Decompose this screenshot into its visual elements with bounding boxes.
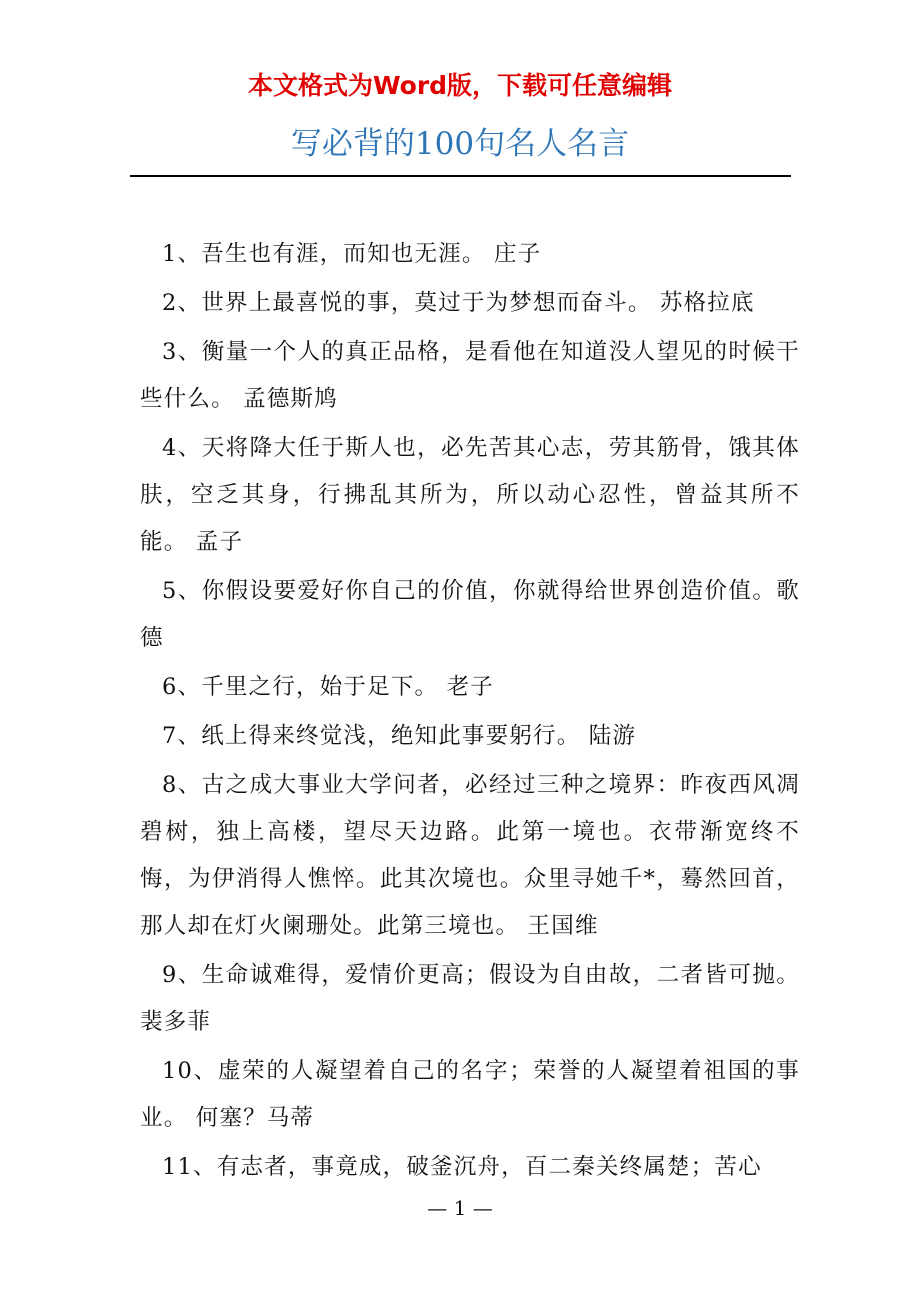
quote-item-5: 5、你假设要爱好你自己的价值，你就得给世界创造价值。歌德: [140, 578, 800, 651]
quote-item-3: 3、衡量一个人的真正品格，是看他在知道没人望见的时候干些什么。 孟德斯鸠: [140, 339, 800, 412]
download-banner: 本文格式为Word版，下载可任意编辑: [247, 71, 673, 100]
quote-item-9: 9、生命诚难得，爱情价更高；假设为自由故，二者皆可抛。 裴多菲: [140, 962, 800, 1035]
quote-item-8: 8、古之成大事业大学问者，必经过三种之境界：昨夜西风凋碧树，独上高楼，望尽天边路。此第一境也。衣带渐宽终不悔，为伊消得人憔悴。此其次境也。众里寻她千*，蓦然回首，那人却在灯火阑珊处。此第三境也。 王国维: [140, 772, 800, 939]
quote-item-10: 10、虚荣的人凝望着自己的名字；荣誉的人凝望着祖国的事业。 何塞？马蒂: [140, 1058, 800, 1131]
quote-item-11: 11、有志者，事竟成，破釜沉舟，百二秦关终属楚；苦心: [162, 1154, 762, 1180]
quote-item-1: 1、吾生也有涯，而知也无涯。 庄子: [162, 241, 542, 267]
page-number: — 1 —: [427, 1196, 493, 1220]
title-divider: [130, 175, 791, 177]
quote-item-4: 4、天将降大任于斯人也，必先苦其心志，劳其筋骨，饿其体肤，空乏其身，行拂乱其所为，所以动心忍性，曾益其所不能。 孟子: [140, 435, 800, 555]
quote-item-7: 7、纸上得来终觉浅，绝知此事要躬行。 陆游: [162, 723, 637, 749]
quote-item-6: 6、千里之行，始于足下。 老子: [162, 674, 494, 700]
document-title: 写必背的100句名人名言: [290, 126, 630, 162]
quote-item-2: 2、世界上最喜悦的事，莫过于为梦想而奋斗。 苏格拉底: [162, 290, 755, 316]
quote-list: [140, 231, 800, 1193]
